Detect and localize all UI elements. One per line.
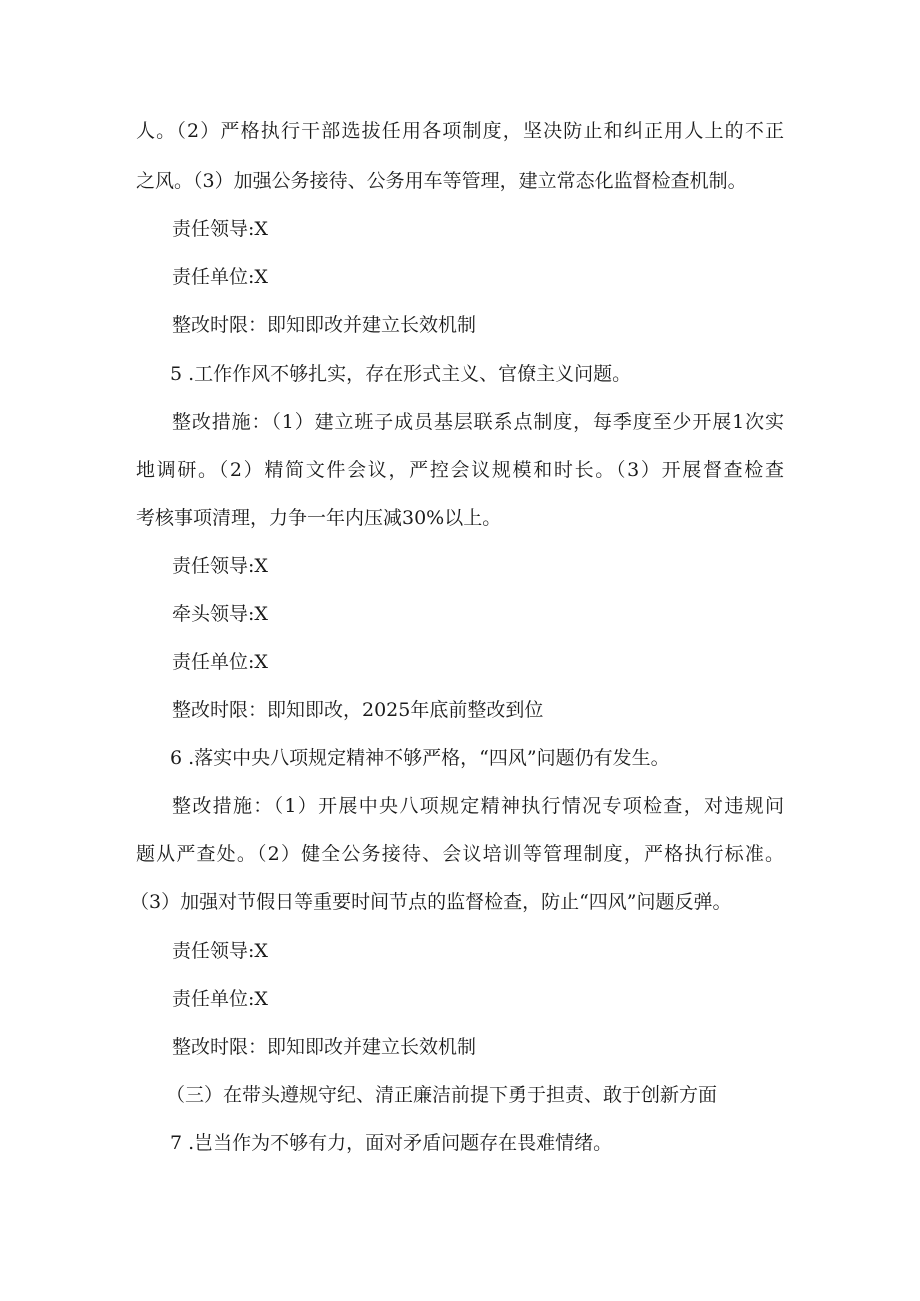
body-text-line: （3）加强对节假日等重要时间节点的监督检查，防止“四风”问题反弹。 [130, 891, 732, 913]
rectification-deadline: 整改时限：即知即改并建立长效机制 [172, 314, 477, 336]
lead-leader: 牵头领导:X [172, 603, 268, 625]
rectification-deadline: 整改时限：即知即改并建立长效机制 [172, 1036, 477, 1058]
issue-heading: 6 .落实中央八项规定精神不够严格，“四风”问题仍有发生。 [170, 747, 670, 769]
responsible-leader: 责任领导:X [172, 218, 268, 240]
body-text-line: 之风。（3）加强公务接待、公务用车等管理，建立常态化监督检查机制。 [136, 170, 747, 192]
body-text-line: 地调研。（2）精简文件会议，严控会议规模和时长。（3）开展督查检查 [136, 459, 784, 481]
rectification-deadline: 整改时限：即知即改，2025年底前整改到位 [172, 699, 544, 721]
responsible-unit: 责任单位:X [172, 988, 268, 1010]
responsible-leader: 责任领导:X [172, 555, 268, 577]
issue-heading: 5 .工作作风不够扎实，存在形式主义、官僚主义问题。 [170, 363, 632, 385]
section-heading: （三）在带头遵规守纪、清正廉洁前提下勇于担责、敢于创新方面 [166, 1084, 718, 1106]
rectification-measures: 整改措施：（1）开展中央八项规定精神执行情况专项检查，对违规问 [172, 795, 784, 817]
responsible-unit: 责任单位:X [172, 651, 268, 673]
responsible-unit: 责任单位:X [172, 266, 268, 288]
body-text-line: 题从严查处。（2）健全公务接待、会议培训等管理制度，严格执行标准。 [136, 843, 784, 865]
responsible-leader: 责任领导:X [172, 940, 268, 962]
body-text-line: 人。（2）严格执行干部选拔任用各项制度，坚决防止和纠正用人上的不正 [136, 120, 784, 142]
body-text-line: 考核事项清理，力争一年内压减30%以上。 [136, 507, 502, 529]
rectification-measures: 整改措施：（1）建立班子成员基层联系点制度，每季度至少开展1次实 [172, 411, 784, 433]
issue-heading: 7 .岂当作为不够有力，面对矛盾问题存在畏难情绪。 [170, 1132, 613, 1154]
